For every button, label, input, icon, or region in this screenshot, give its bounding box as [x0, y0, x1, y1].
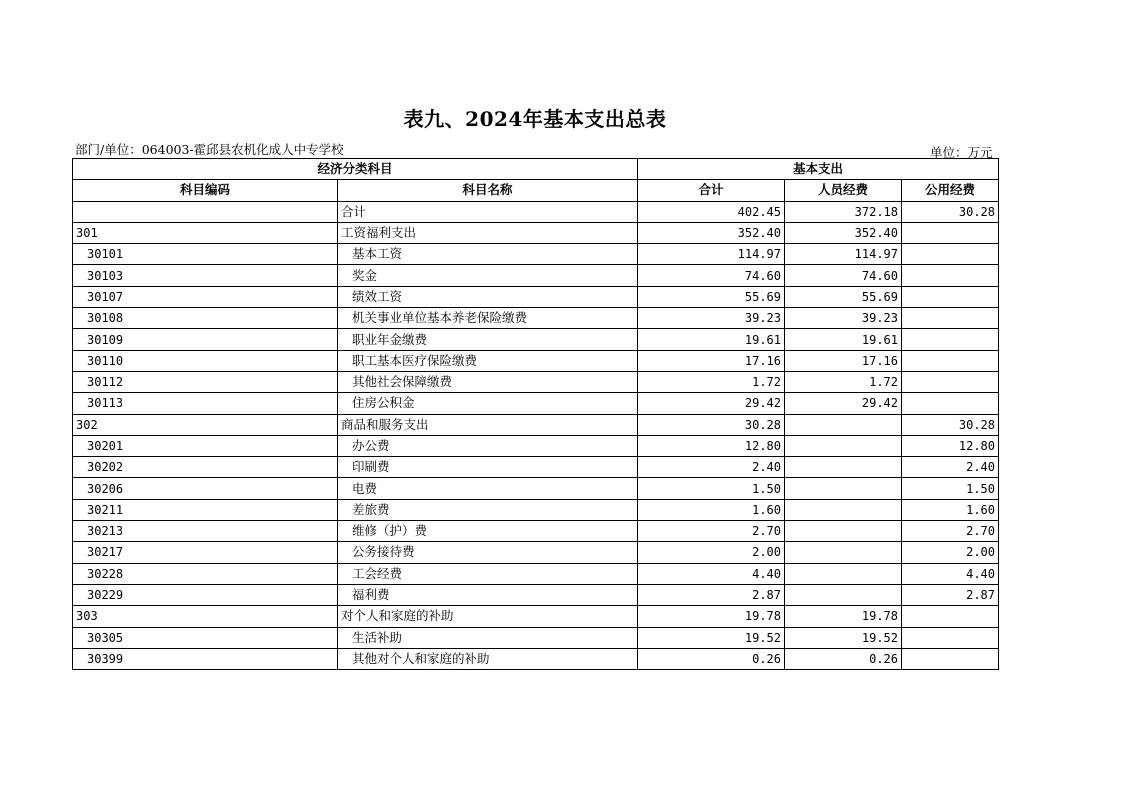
cell-name: 奖金	[338, 265, 638, 286]
cell-total: 39.23	[638, 308, 785, 329]
cell-total: 402.45	[638, 201, 785, 222]
cell-public: 1.60	[902, 499, 999, 520]
table-row	[73, 350, 999, 371]
cell-public: 2.87	[902, 584, 999, 605]
cell-name: 绩效工资	[338, 286, 638, 307]
cell-code: 30228	[73, 563, 338, 584]
cell-code: 30109	[73, 329, 338, 350]
cell-code	[73, 201, 338, 222]
cell-public	[902, 648, 999, 669]
unit-label: 单位：万元	[930, 145, 993, 160]
cell-personnel: 74.60	[785, 265, 902, 286]
cell-personnel	[785, 457, 902, 478]
cell-personnel	[785, 435, 902, 456]
cell-personnel: 1.72	[785, 371, 902, 392]
cell-public: 2.70	[902, 521, 999, 542]
header-name: 科目名称	[338, 180, 638, 201]
cell-personnel	[785, 414, 902, 435]
cell-total: 19.52	[638, 627, 785, 648]
cell-code: 303	[73, 606, 338, 627]
cell-name: 印刷费	[338, 457, 638, 478]
cell-code: 30206	[73, 478, 338, 499]
cell-name: 工资福利支出	[338, 222, 638, 243]
cell-personnel: 29.42	[785, 393, 902, 414]
cell-personnel: 17.16	[785, 350, 902, 371]
cell-name: 其他社会保障缴费	[338, 371, 638, 392]
cell-public: 2.00	[902, 542, 999, 563]
cell-name: 工会经费	[338, 563, 638, 584]
cell-code: 30113	[73, 393, 338, 414]
cell-personnel: 0.26	[785, 648, 902, 669]
cell-public	[902, 393, 999, 414]
table-row	[73, 308, 999, 329]
cell-code: 30217	[73, 542, 338, 563]
cell-total: 1.60	[638, 499, 785, 520]
table-row	[73, 393, 999, 414]
cell-personnel: 114.97	[785, 244, 902, 265]
cell-personnel	[785, 563, 902, 584]
cell-code: 302	[73, 414, 338, 435]
cell-name: 差旅费	[338, 499, 638, 520]
header-public: 公用经费	[902, 180, 999, 201]
cell-total: 352.40	[638, 222, 785, 243]
header-column-row	[73, 180, 999, 201]
cell-name: 维修（护）费	[338, 521, 638, 542]
cell-name: 福利费	[338, 584, 638, 605]
cell-total: 4.40	[638, 563, 785, 584]
cell-personnel	[785, 584, 902, 605]
header-group-row	[73, 159, 999, 180]
cell-name: 职业年金缴费	[338, 329, 638, 350]
cell-public: 30.28	[902, 201, 999, 222]
cell-total: 12.80	[638, 435, 785, 456]
cell-code: 30305	[73, 627, 338, 648]
cell-total: 19.61	[638, 329, 785, 350]
cell-public: 2.40	[902, 457, 999, 478]
cell-public: 30.28	[902, 414, 999, 435]
cell-total: 1.72	[638, 371, 785, 392]
table-row	[73, 606, 999, 627]
cell-personnel: 19.52	[785, 627, 902, 648]
table-row	[73, 627, 999, 648]
table-row	[73, 521, 999, 542]
table-row	[73, 222, 999, 243]
cell-public	[902, 350, 999, 371]
cell-name: 机关事业单位基本养老保险缴费	[338, 308, 638, 329]
cell-public: 12.80	[902, 435, 999, 456]
cell-total: 17.16	[638, 350, 785, 371]
table-row	[73, 563, 999, 584]
cell-public	[902, 308, 999, 329]
cell-total: 74.60	[638, 265, 785, 286]
cell-public	[902, 606, 999, 627]
cell-total: 29.42	[638, 393, 785, 414]
cell-name: 住房公积金	[338, 393, 638, 414]
cell-name: 职工基本医疗保险缴费	[338, 350, 638, 371]
cell-name: 其他对个人和家庭的补助	[338, 648, 638, 669]
cell-name: 生活补助	[338, 627, 638, 648]
cell-code: 30108	[73, 308, 338, 329]
cell-name: 基本工资	[338, 244, 638, 265]
cell-personnel: 19.78	[785, 606, 902, 627]
cell-code: 30101	[73, 244, 338, 265]
cell-public	[902, 222, 999, 243]
cell-total: 19.78	[638, 606, 785, 627]
cell-personnel	[785, 499, 902, 520]
cell-code: 30110	[73, 350, 338, 371]
cell-total: 2.00	[638, 542, 785, 563]
cell-name: 电费	[338, 478, 638, 499]
cell-total: 55.69	[638, 286, 785, 307]
cell-code: 30112	[73, 371, 338, 392]
cell-code: 30103	[73, 265, 338, 286]
cell-total: 2.40	[638, 457, 785, 478]
cell-personnel	[785, 521, 902, 542]
table-row	[73, 371, 999, 392]
table-row	[73, 435, 999, 456]
cell-personnel: 372.18	[785, 201, 902, 222]
department-label: 部门/单位：064003-霍邱县农机化成人中专学校	[75, 142, 344, 157]
cell-personnel: 352.40	[785, 222, 902, 243]
table-row	[73, 329, 999, 350]
cell-total: 0.26	[638, 648, 785, 669]
cell-public: 1.50	[902, 478, 999, 499]
cell-personnel: 39.23	[785, 308, 902, 329]
cell-code: 30202	[73, 457, 338, 478]
table-row	[73, 201, 999, 222]
cell-code: 30107	[73, 286, 338, 307]
cell-name: 办公费	[338, 435, 638, 456]
table-row	[73, 414, 999, 435]
cell-personnel	[785, 478, 902, 499]
table-row	[73, 265, 999, 286]
header-basic-expenditure: 基本支出	[638, 159, 999, 180]
cell-code: 30201	[73, 435, 338, 456]
cell-public	[902, 627, 999, 648]
cell-code: 30211	[73, 499, 338, 520]
expenditure-table	[72, 158, 999, 670]
table-row	[73, 286, 999, 307]
cell-name: 合计	[338, 201, 638, 222]
cell-public: 4.40	[902, 563, 999, 584]
cell-public	[902, 371, 999, 392]
cell-name: 商品和服务支出	[338, 414, 638, 435]
header-total: 合计	[638, 180, 785, 201]
cell-public	[902, 265, 999, 286]
cell-public	[902, 329, 999, 350]
cell-public	[902, 286, 999, 307]
cell-personnel: 19.61	[785, 329, 902, 350]
cell-total: 30.28	[638, 414, 785, 435]
table-row	[73, 648, 999, 669]
cell-total: 1.50	[638, 478, 785, 499]
cell-code: 301	[73, 222, 338, 243]
cell-total: 2.70	[638, 521, 785, 542]
table-row	[73, 542, 999, 563]
cell-personnel: 55.69	[785, 286, 902, 307]
cell-name: 对个人和家庭的补助	[338, 606, 638, 627]
cell-name: 公务接待费	[338, 542, 638, 563]
header-code: 科目编码	[73, 180, 338, 201]
table-row	[73, 244, 999, 265]
page-title: 表九、2024年基本支出总表	[403, 107, 667, 131]
cell-code: 30213	[73, 521, 338, 542]
table-body	[73, 201, 999, 670]
table-row	[73, 478, 999, 499]
table-row	[73, 499, 999, 520]
table-row	[73, 457, 999, 478]
cell-code: 30399	[73, 648, 338, 669]
header-economic-category: 经济分类科目	[73, 159, 638, 180]
cell-public	[902, 244, 999, 265]
cell-personnel	[785, 542, 902, 563]
header-personnel: 人员经费	[785, 180, 902, 201]
cell-total: 114.97	[638, 244, 785, 265]
cell-code: 30229	[73, 584, 338, 605]
cell-total: 2.87	[638, 584, 785, 605]
table-row	[73, 584, 999, 605]
